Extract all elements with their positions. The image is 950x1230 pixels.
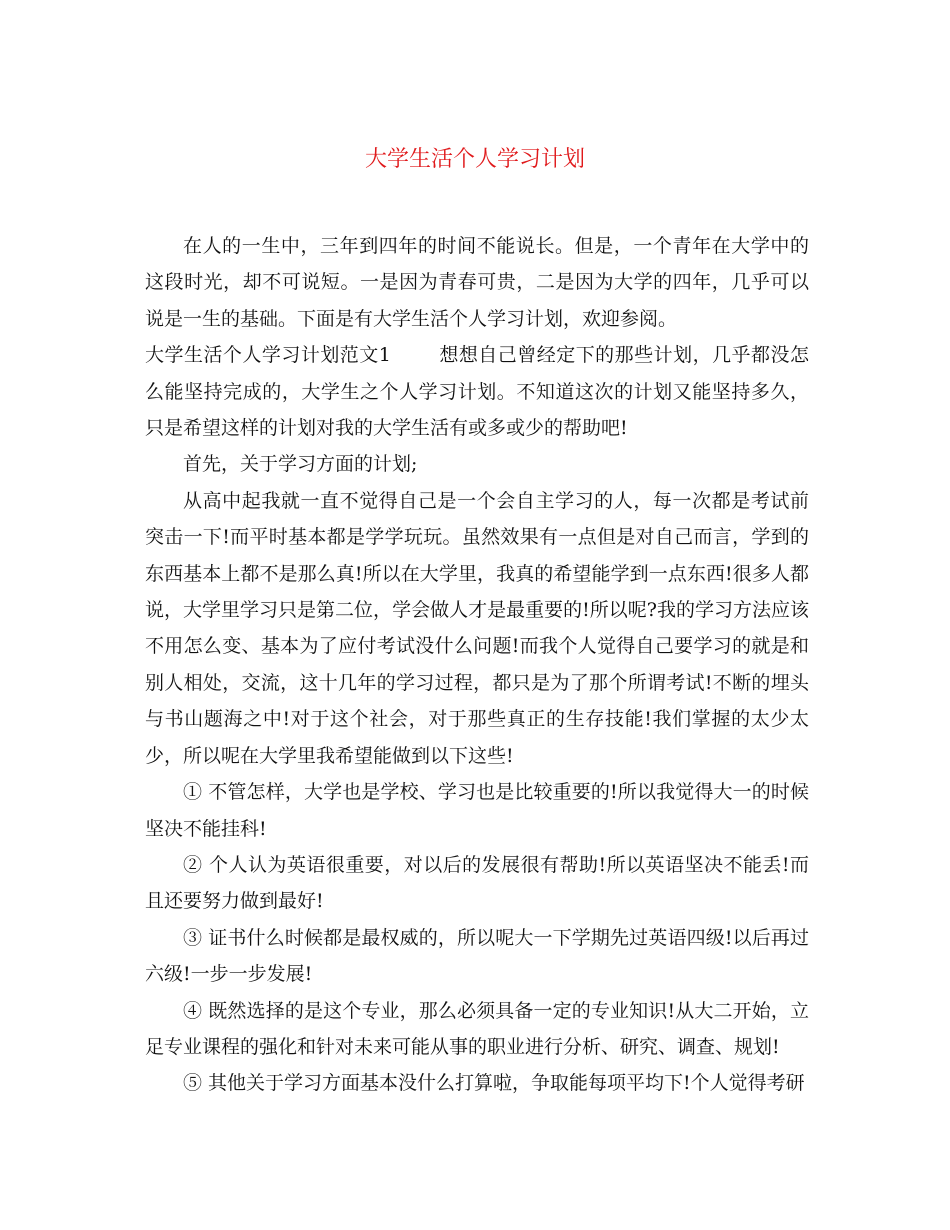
list-item-4: ④ 既然选择的是这个专业，那么必须具备一定的专业知识!从大二开始，立足专业课程的强化和针对未来可能从事的职业进行分析、研究、调查、规划! bbox=[145, 999, 809, 1058]
document-title: 大学生活个人学习计划 bbox=[364, 147, 585, 172]
list-item-3: ③ 证书什么时候都是最权威的，所以呢大一下学期先过英语四级!以后再过六级!一步一步发展! bbox=[145, 926, 809, 986]
paragraph-intro: 在人的一生中，三年到四年的时间不能说长。但是，一个青年在大学中的这段时光，却不可说短。一是因为青春可贵，二是因为大学的四年，几乎可以说是一生的基础。下面是有大学生活个人学习计划，欢迎参阅。 bbox=[145, 235, 809, 330]
paragraph-high-school: 从高中起我就一直不觉得自己是一个会自主学习的人，每一次都是考试前突击一下!而平时基本都是学学玩玩。虽然效果有一点但是对自己而言，学到的东西基本上都不是那么真!所以在大学里，我真的希望能学到一点东西!很多人都说，大学里学习只是第二位，学会做人才是最重要的!所以呢?我的学习方法应该不用怎么变、基本为了应付考试没什么问题!而我个人觉得自己要学习的就是和别人相处，交流，这十几年的学习过程，都只是为了那个所谓考试!不断的埋头与书山题海之中!对于这个社会，对于那些真正的生存技能!我们掌握的太少太少，所以呢在大学里我希望能做到以下这些! bbox=[145, 489, 809, 767]
sample-intro: 想想自己曾经定下的那些计划，几乎都没怎么能坚持完成的，大学生之个人学习计划。不知道这次的计划又能坚持多久，只是希望这样的计划对我的大学生活有或多或少的帮助吧! bbox=[145, 344, 809, 440]
paragraph-first: 首先，关于学习方面的计划; bbox=[183, 453, 418, 476]
sample-heading: 大学生活个人学习计划范文1 bbox=[145, 344, 391, 367]
document-body bbox=[145, 228, 809, 1102]
paragraph-sample-1 bbox=[145, 337, 809, 446]
list-item-1: ① 不管怎样，大学也是学校、学习也是比较重要的!所以我觉得大一的时候坚决不能挂科! bbox=[145, 781, 809, 840]
list-item-5: ⑤ 其他关于学习方面基本没什么打算啦，争取能每项平均下!个人觉得考研 bbox=[183, 1072, 805, 1095]
list-item-2: ② 个人认为英语很重要，对以后的发展很有帮助!所以英语坚决不能丢!而且还要努力做到最好! bbox=[145, 853, 809, 913]
